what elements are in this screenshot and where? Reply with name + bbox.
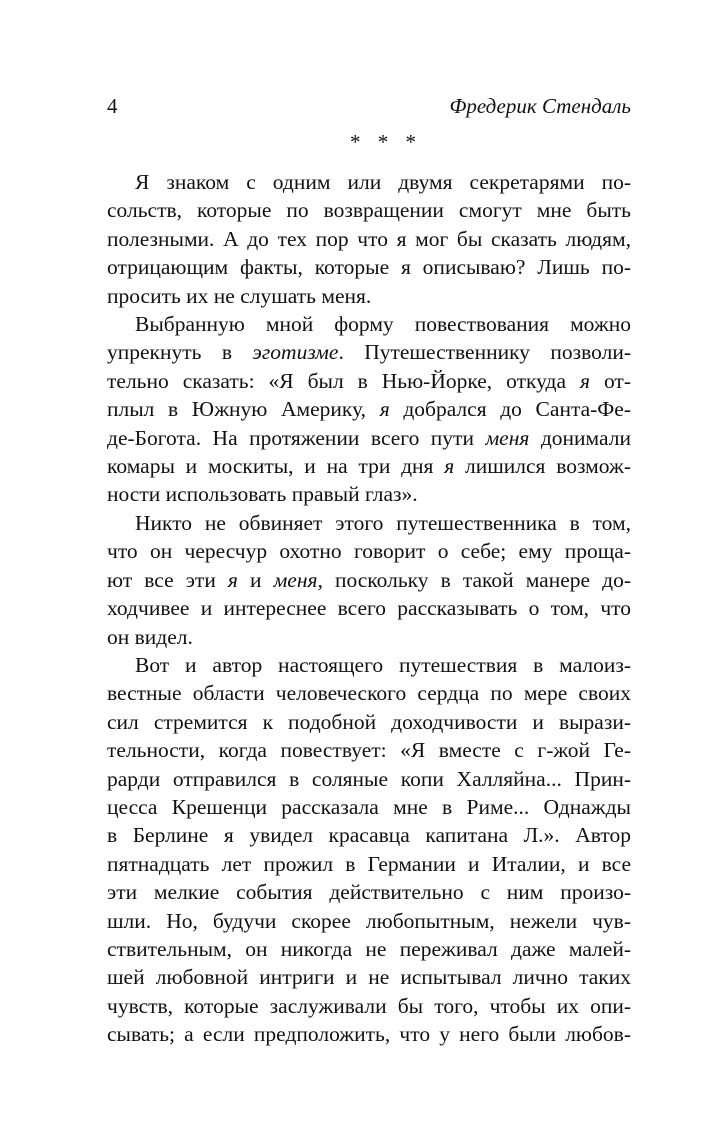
text-segment: лишился возмож- [454,454,631,479]
text-line [107,878,631,906]
text-segment: ют все эти [107,567,228,592]
section-separator [107,128,631,156]
separator-asterisk: * [350,130,361,154]
text-line [107,566,631,594]
separator-asterisk: * [405,130,416,154]
text-line [107,907,631,935]
paragraph [107,310,631,509]
text-segment: сольств, которые по возвращении смогут мне быть [107,198,631,223]
text-segment: плыл в Южную Америку, [107,397,380,422]
text-line [107,537,631,565]
text-segment: от- [590,368,631,393]
emphasis-text: я [227,567,238,592]
text-segment: комары и москиты, и на три дня [107,454,445,479]
text-segment: Никто не обвиняет этого путешественника в том, [135,510,631,535]
running-head-author: Фредерик Стендаль [449,94,631,118]
text-segment: сывать; а если предположить, что у него были любов- [107,1022,631,1047]
text-line [107,282,631,310]
paragraph [107,509,631,651]
book-page [107,92,631,1049]
text-line [107,509,631,537]
text-line [107,850,631,878]
text-segment: что он чересчур охотно говорит о себе; ему проща- [107,539,631,564]
text-line [107,168,631,196]
text-segment: ности использовать правый глаз». [107,482,418,507]
text-segment: вестные области человеческого сердца по мере своих [107,681,631,706]
text-line [107,679,631,707]
emphasis-text: я [444,454,455,479]
text-line [107,367,631,395]
text-line [107,424,631,452]
text-line [107,765,631,793]
text-segment: Я знаком с одним или двумя секретарями по- [135,170,631,194]
paragraph [107,651,631,1049]
text-segment: де-Богота. На протяжении всего пути [107,425,486,450]
text-line [107,992,631,1020]
emphasis-text: я [379,397,390,422]
text-segment: ствительным, он никогда не переживал даже малей- [107,936,631,961]
text-segment: чувств, которые заслуживали бы того, чтобы их опи- [107,993,631,1018]
text-line [107,452,631,480]
text-line [107,480,631,508]
text-segment: добрался до Санта-Фе- [389,397,631,422]
text-segment: донимали [529,425,631,450]
text-segment: шей любовной интриги и не испытывал лично таких [107,965,631,990]
text-line [107,651,631,679]
emphasis-text: меня [485,425,530,450]
text-segment: он видел. [107,624,193,649]
text-line [107,935,631,963]
text-line [107,338,631,366]
text-segment: полезными. А до тех пор что я мог бы сказать людям, [107,226,631,251]
text-line [107,594,631,622]
text-segment: в Берлине я увидел красавца капитана Л.». Автор [107,823,631,848]
text-line [107,708,631,736]
text-segment: тельности, когда повествует: «Я вместе с г-жой Ге- [107,738,631,763]
text-segment: тельно сказать: «Я был в Нью-Йорке, откуда [107,368,580,393]
text-segment: . Путешественнику позволи- [338,340,631,365]
text-line [107,793,631,821]
text-segment: шли. Но, будучи скорее любопытным, нежели чув- [107,908,631,933]
running-header [107,92,631,120]
emphasis-text: меня [273,567,318,592]
text-segment: цесса Крешенци рассказала мне в Риме... Однажды [107,794,631,819]
text-segment: отрицающим факты, которые я описываю? Лишь по- [107,255,631,280]
text-line [107,253,631,281]
text-segment: упрекнуть в [107,340,253,365]
text-line [107,196,631,224]
text-line [107,963,631,991]
text-line [107,225,631,253]
text-segment: и [237,567,274,592]
text-segment: рарди отправился в соляные копи Халляйна... Прин- [107,766,631,791]
text-segment: эти мелкие события действительно с ним произо- [107,880,631,905]
text-segment: ходчивее и интереснее всего рассказывать о том, что [107,596,631,621]
text-segment: сил стремится к подобной доходчивости и вырази- [107,709,631,734]
separator-asterisk: * [377,130,389,154]
text-line [107,310,631,338]
page-number: 4 [107,94,118,118]
text-line [107,736,631,764]
text-line [107,821,631,849]
text-segment: пятнадцать лет прожил в Германии и Италии, и все [107,851,631,876]
text-line [107,395,631,423]
text-segment: Вот и автор настоящего путешествия в малоиз- [135,652,631,677]
text-line [107,623,631,651]
body-text [107,168,631,1049]
text-line [107,1020,631,1048]
emphasis-text: я [580,368,590,393]
emphasis-text: эготизме [252,340,339,365]
text-segment: Выбранную мной форму повествования можно [135,312,631,337]
text-segment: , поскольку в такой манере до- [317,567,631,592]
paragraph [107,168,631,310]
text-segment: просить их не слушать меня. [107,283,372,308]
